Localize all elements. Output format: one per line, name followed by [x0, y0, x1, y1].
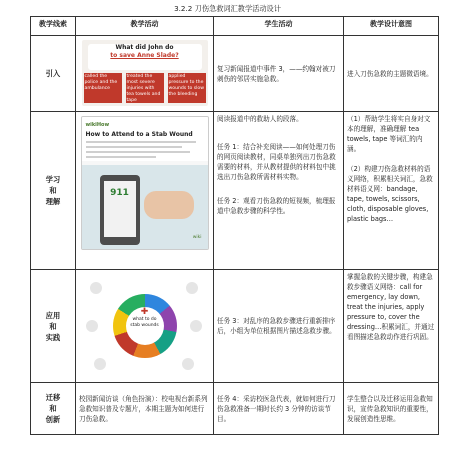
teacher-activity-text: 校园新闻访谈（角色扮演）：校电视台新系列急救知识普及专题片，本期主题为如何进行刀伤急救。: [79, 394, 208, 423]
table-caption: [0, 4, 455, 14]
cover-step-icon: [182, 358, 194, 370]
student-task-4: 任务 4：采访校医急代表，就如何进行刀伤急救准备一期时长约 3 分钟的访谈节目。: [217, 394, 336, 423]
intent-text-1: （1）帮助学生将实自身对文本的理解，准确理解 tea towels, tape 等词汇的内涵。: [347, 115, 431, 153]
student-task-1: 任务 1：结合补充阅读——如何处理刀伤的网页阅读教材，同桌单独列出刀伤急救需要的材料，并从教材提供的材料包中挑选出刀伤急救所需材料实物。: [217, 143, 336, 181]
student-task-3: 任务 3：对乱序的急救步骤进行重新排序后，小组为单位根据图片描述急救步骤。: [217, 317, 336, 335]
student-activity-text: 复习新闻报道中事件 3，——约翰对被刀刺伤的邻居实施急救。: [217, 64, 336, 83]
intent-cell: [344, 112, 439, 270]
stage-label: 和: [49, 404, 57, 413]
table-row: [31, 270, 439, 383]
teaching-design-table: [30, 16, 439, 435]
wheel-center-line2: stab wounds: [130, 323, 159, 328]
stage-cell: [31, 383, 76, 435]
header-row: [31, 17, 439, 36]
text-line: [86, 146, 182, 148]
intro-slide-image: [82, 40, 208, 106]
header-intent: 教学设计意图: [344, 17, 439, 36]
table-row: [31, 112, 439, 270]
lay-down-step-icon: [186, 282, 198, 294]
answer-box-1: called the police and the ambulance: [84, 73, 122, 103]
medical-cross-icon: ✚: [140, 307, 149, 317]
stage-label: 引入: [45, 69, 61, 78]
slide-question-line1: What did John do: [115, 44, 174, 51]
table-row: [31, 383, 439, 435]
wikihow-logo: wikiHow: [85, 122, 110, 128]
intent-text: 学生整合以及迁移运用急救知识，宣传急救知识的重要性，发展创造性思维。: [347, 394, 433, 423]
wheel-center-line1: what to do: [132, 317, 157, 322]
caption-text: 3.2.2 刀伤急救词汇教学活动设计: [174, 4, 281, 13]
bandage-step-icon: [190, 320, 202, 332]
intent-cell: [344, 36, 439, 112]
intent-cell: [344, 270, 439, 383]
phone-step-icon: [90, 282, 102, 294]
stage-label: 应用: [45, 310, 61, 320]
stage-label: 实践: [45, 332, 61, 342]
pressure-step-icon: [86, 320, 98, 332]
slide-heading: [88, 44, 202, 70]
student-cell: [214, 36, 344, 112]
intent-cell: [344, 383, 439, 435]
student-task-2: 任务 2：观看刀伤急救的短视频，梳理报道中急救步骤的科学性。: [217, 197, 336, 215]
answer-box-2: treated the most severe injuries with tea towels and tape: [126, 73, 164, 103]
header-student: 学生活动: [214, 17, 344, 36]
text-line: [86, 156, 156, 158]
stage-label: 学习: [45, 175, 61, 184]
gloves-step-icon: [94, 358, 106, 370]
stage-cell: [31, 270, 76, 383]
first-aid-steps-wheel-image: [82, 274, 208, 378]
intent-text: 掌握急救的关键步骤，构建急救步骤语义网络：call for emergency, lay down, treat the injuries, apply pressure to, cover the dressing…积累词汇，并通过看图描述急救动作进行巩固。: [347, 273, 435, 341]
stage-label: 创新: [45, 415, 61, 424]
stage-cell: [31, 112, 76, 270]
activity-cell: [76, 383, 214, 435]
phone-screen: 911: [104, 181, 136, 237]
slide-question-line2: to save Anne Slade?: [110, 52, 179, 59]
text-line: [86, 151, 190, 153]
wikihow-article-image: [81, 116, 209, 250]
activity-cell: [76, 270, 214, 383]
wiki-badge: wiki: [192, 235, 202, 240]
table-row: [31, 36, 439, 112]
student-cell: [214, 112, 344, 270]
activity-cell: [76, 36, 214, 112]
header-activity: 教学活动: [76, 17, 214, 36]
article-title: How to Attend to a Stab Wound: [85, 131, 193, 138]
article-header: [82, 117, 208, 161]
hand-illustration: [144, 191, 194, 219]
stage-label: 和: [49, 186, 57, 195]
intent-text-2: （2）构建刀伤急救材料的语义网络，积累相关词汇，急救材料语义网：bandage, tape, towels, scissors, cloth, disposable gloves, plastic bags…: [347, 165, 433, 223]
text-line: [86, 141, 196, 143]
stage-label: 和: [49, 321, 57, 331]
student-cell: [214, 383, 344, 435]
stage-label: 迁移: [45, 393, 61, 402]
student-activity-text: 阅读报道中的救助人的段落。: [217, 115, 303, 123]
stage-cell: [31, 36, 76, 112]
activity-cell: [76, 112, 214, 270]
student-cell: [214, 270, 344, 383]
header-stage: 教学线索: [31, 17, 76, 36]
answer-box-3: applied pressure to the wounds to slow the bleeding: [168, 73, 206, 103]
stage-label: 理解: [45, 197, 61, 206]
intent-text: 进入刀伤急救的主题微语境。: [347, 69, 433, 78]
